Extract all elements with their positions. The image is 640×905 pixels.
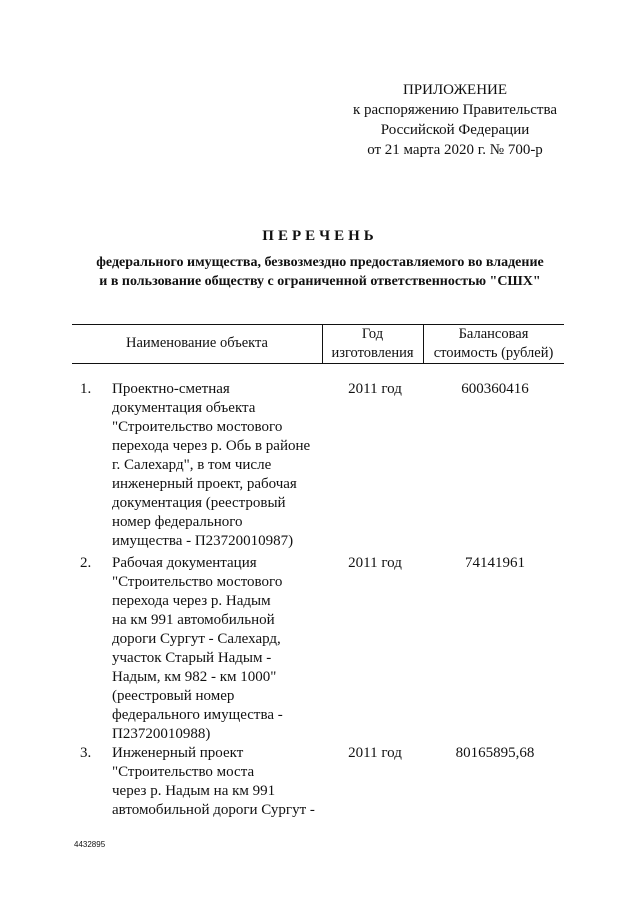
name-line: П23720010988)	[112, 726, 211, 742]
name-line: "Строительство мостового	[112, 574, 283, 590]
row-object-name	[112, 554, 322, 744]
row-number: 2.	[80, 555, 92, 571]
name-line: Рабочая документация	[112, 555, 257, 571]
name-line: инженерный проект, рабочая	[112, 476, 297, 492]
name-line: "Строительство моста	[112, 764, 255, 780]
row-year: 2011 год	[348, 381, 402, 397]
row-year: 2011 год	[348, 745, 402, 761]
row-number: 1.	[80, 381, 92, 397]
name-line: дороги Сургут - Салехард,	[112, 631, 281, 647]
row-cost: 600360416	[461, 381, 529, 397]
subtitle-line: и в пользование обществу с ограниченной ответственностью "СШХ"	[99, 274, 541, 289]
row-cost: 80165895,68	[455, 745, 535, 761]
table-header-rule	[72, 363, 564, 364]
header-cost	[423, 325, 564, 363]
name-line: Надым, км 982 - км 1000"	[112, 669, 277, 685]
header-cost-line: Балансовая	[458, 326, 529, 342]
name-line: участок Старый Надым -	[112, 650, 272, 666]
header-name: Наименование объекта	[126, 335, 268, 351]
name-line: г. Салехард", в том числе	[112, 457, 272, 473]
name-line: имущества - П23720010987)	[112, 533, 294, 549]
name-line: через р. Надым на км 991	[112, 783, 276, 799]
name-line: перехода через р. Обь в районе	[112, 438, 311, 454]
document-id-footer: 4432895	[74, 840, 106, 849]
name-line: "Строительство мостового	[112, 419, 283, 435]
name-line: номер федерального	[112, 514, 243, 530]
name-line: (реестровый номер	[112, 688, 235, 704]
name-line: перехода через р. Надым	[112, 593, 271, 609]
name-line: документация объекта	[112, 400, 256, 416]
name-line: Инженерный проект	[112, 745, 244, 761]
document-subtitle	[60, 253, 580, 291]
name-line: документация (реестровый	[112, 495, 286, 511]
row-year: 2011 год	[348, 555, 402, 571]
row-number: 3.	[80, 745, 92, 761]
row-cost: 74141961	[465, 555, 525, 571]
appendix-block	[320, 80, 590, 160]
appendix-title: ПРИЛОЖЕНИЕ	[402, 82, 508, 98]
name-line: на км 991 автомобильной	[112, 612, 275, 628]
row-object-name	[112, 744, 322, 820]
document-title: ПЕРЕЧЕНЬ	[262, 228, 378, 244]
header-cost-line: стоимость (рублей)	[433, 345, 554, 361]
appendix-date: от 21 марта 2020 г. № 700-р	[367, 142, 543, 158]
name-line: Проектно-сметная	[112, 381, 230, 397]
header-year-line: Год	[361, 326, 384, 342]
appendix-line: Российской Федерации	[380, 122, 530, 138]
header-year	[322, 325, 423, 363]
row-object-name	[112, 380, 322, 551]
subtitle-line: федерального имущества, безвозмездно предоставляемого во владение	[96, 255, 544, 270]
header-year-line: изготовления	[331, 345, 414, 361]
name-line: автомобильной дороги Сургут -	[112, 802, 315, 818]
appendix-line: к распоряжению Правительства	[352, 102, 557, 118]
name-line: федерального имущества -	[112, 707, 283, 723]
